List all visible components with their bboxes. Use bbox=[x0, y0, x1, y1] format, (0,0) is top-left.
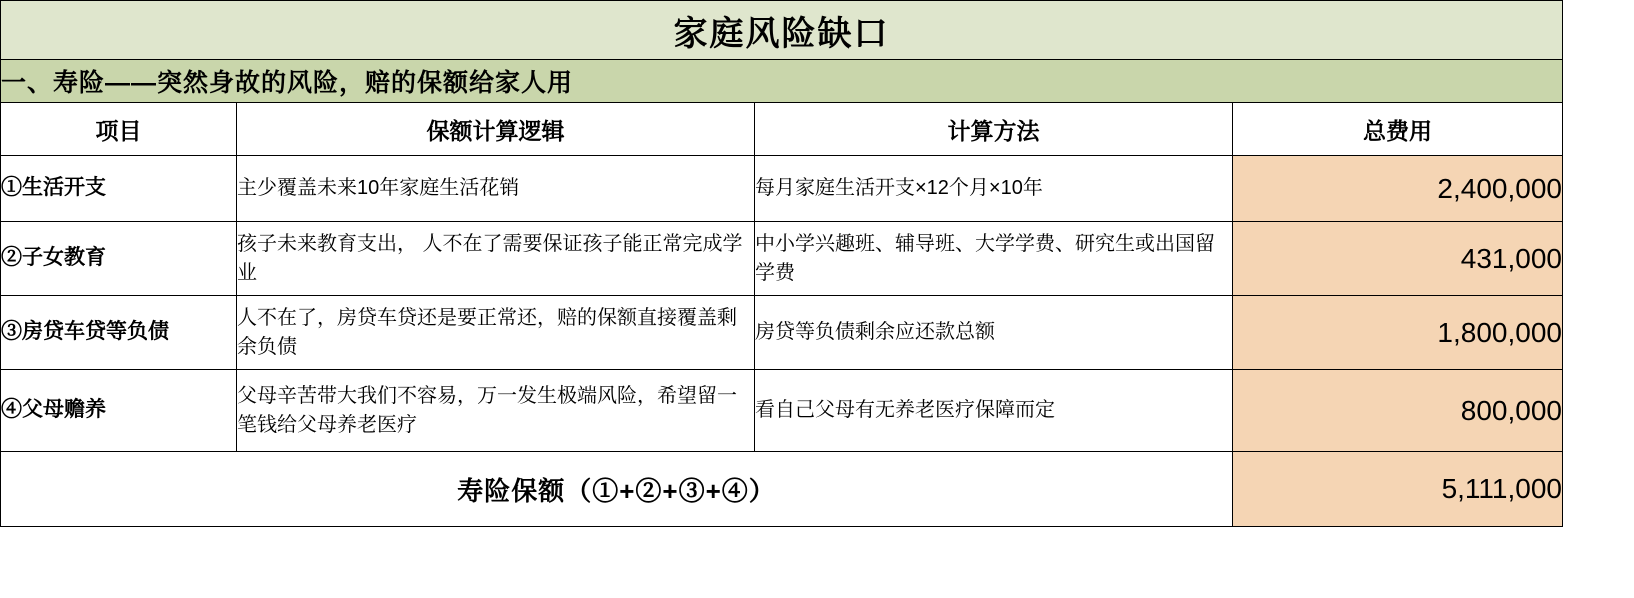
section-row bbox=[1, 60, 1563, 103]
header-row bbox=[1, 103, 1563, 156]
section-heading: 一、寿险——突然身故的风险，赔的保额给家人用 bbox=[1, 60, 1563, 103]
total-row bbox=[1, 452, 1563, 527]
row-logic: 人不在了，房贷车贷还是要正常还，赔的保额直接覆盖剩余负债 bbox=[237, 296, 755, 370]
row-amount: 431,000 bbox=[1233, 222, 1563, 296]
column-header-method: 计算方法 bbox=[755, 103, 1233, 156]
row-logic: 主少覆盖未来10年家庭生活花销 bbox=[237, 156, 755, 222]
page-title: 家庭风险缺口 bbox=[1, 1, 1563, 60]
row-item-name: ①生活开支 bbox=[1, 156, 237, 222]
table-row bbox=[1, 370, 1563, 452]
table-row bbox=[1, 156, 1563, 222]
total-amount: 5,111,000 bbox=[1233, 452, 1563, 527]
column-header-total: 总费用 bbox=[1233, 103, 1563, 156]
row-logic: 父母辛苦带大我们不容易，万一发生极端风险，希望留一笔钱给父母养老医疗 bbox=[237, 370, 755, 452]
row-amount: 2,400,000 bbox=[1233, 156, 1563, 222]
row-item-name: ③房贷车贷等负债 bbox=[1, 296, 237, 370]
row-logic: 孩子未来教育支出， 人不在了需要保证孩子能正常完成学业 bbox=[237, 222, 755, 296]
row-amount: 1,800,000 bbox=[1233, 296, 1563, 370]
row-method: 看自己父母有无养老医疗保障而定 bbox=[755, 370, 1233, 452]
column-header-item: 项目 bbox=[1, 103, 237, 156]
row-amount: 800,000 bbox=[1233, 370, 1563, 452]
total-label: 寿险保额（①+②+③+④） bbox=[1, 452, 1233, 527]
title-row bbox=[1, 1, 1563, 60]
row-method: 房贷等负债剩余应还款总额 bbox=[755, 296, 1233, 370]
table-row bbox=[1, 296, 1563, 370]
table-row bbox=[1, 222, 1563, 296]
column-header-logic: 保额计算逻辑 bbox=[237, 103, 755, 156]
row-item-name: ②子女教育 bbox=[1, 222, 237, 296]
row-method: 每月家庭生活开支×12个月×10年 bbox=[755, 156, 1233, 222]
row-item-name: ④父母赡养 bbox=[1, 370, 237, 452]
row-method: 中小学兴趣班、辅导班、大学学费、研究生或出国留学费 bbox=[755, 222, 1233, 296]
